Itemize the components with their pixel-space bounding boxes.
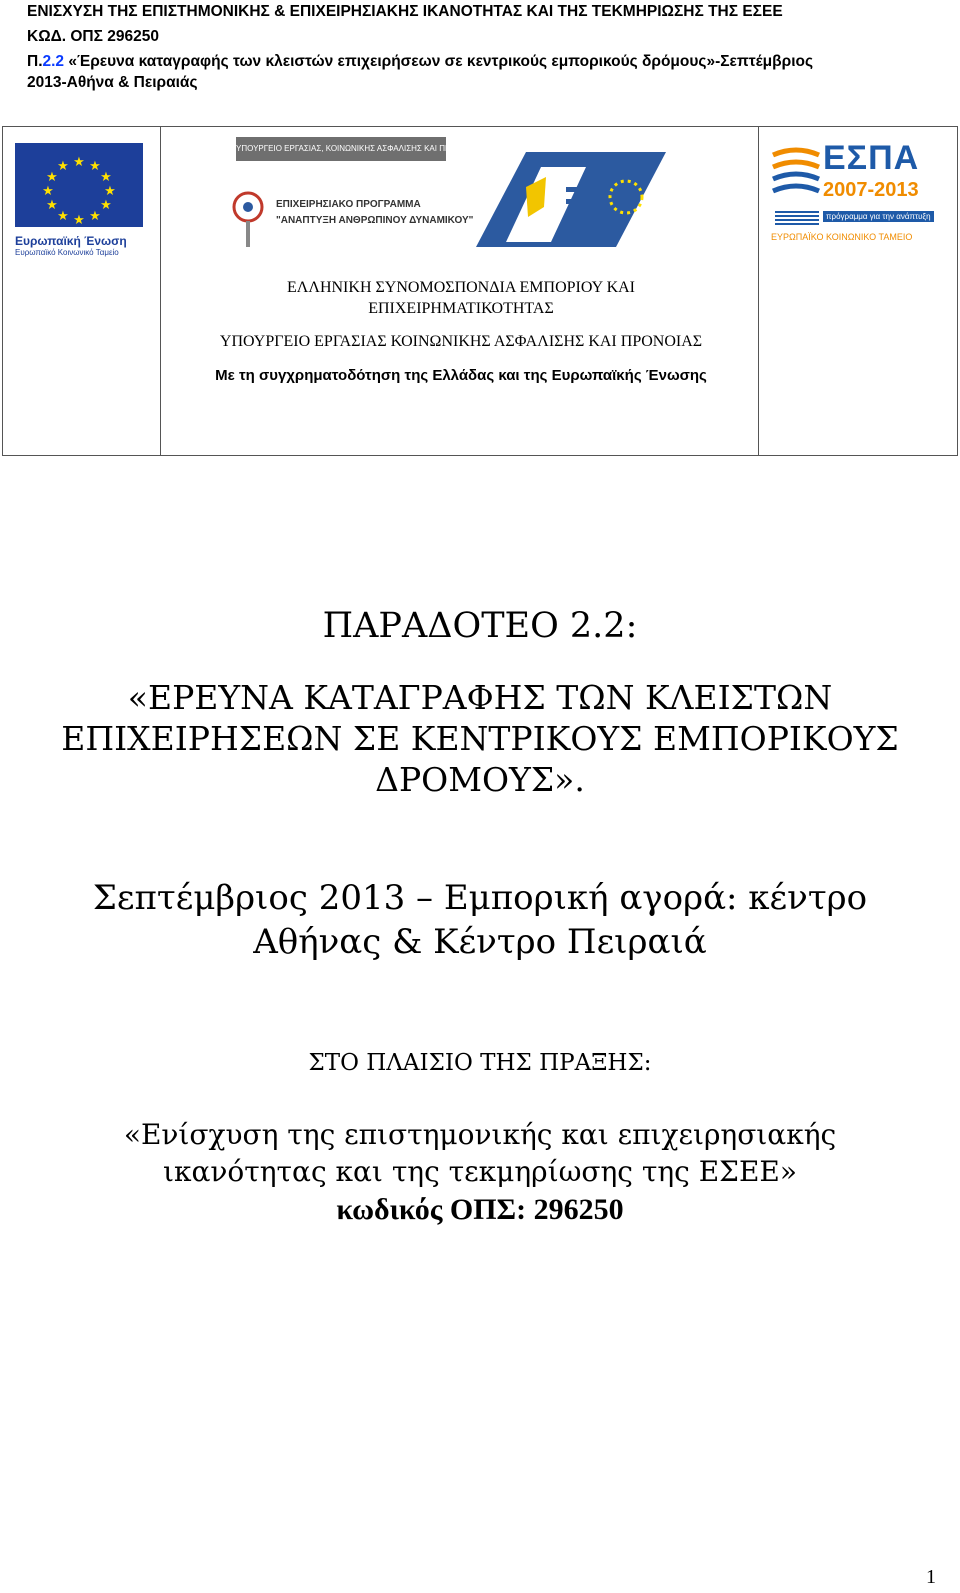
header-line-2: ΚΩΔ. ΟΠΣ 296250 [27,28,159,45]
action-line-2: ικανότητας και της τεκμηρίωσης της ΕΣΕΕ» [163,1155,797,1188]
header-line-3 [27,51,813,72]
espa-title: ΕΣΠΑ [823,139,920,177]
action-line-1: «Ενίσχυση της επιστημονικής και επιχειρησιακής [123,1118,837,1151]
espa-waves-icon [771,145,821,195]
greece-eu-emblem-icon [466,147,671,252]
table-divider-left [160,127,161,455]
ops-code: κωδικός ΟΠΣ: 296250 [336,1193,624,1226]
context-label: ΣΤΟ ΠΛΑΙΣΙΟ ΤΗΣ ΠΡΑΞΗΣ: [308,1050,652,1076]
header-line-1: ΕΝΙΣΧΥΣΗ ΤΗΣ ΕΠΙΣΤΗΜΟΝΙΚΗΣ & ΕΠΙΧΕΙΡΗΣΙΑΚΗΣ ΙΚΑΝΟΤΗΤΑΣ ΚΑΙ ΤΗΣ ΤΕΚΜΗΡΙΩΣΗΣ ΤΗΣ ΕΣΕΕ [27,3,783,20]
header-accent: 2.2 [42,53,65,70]
program-emblem-icon [228,177,268,249]
program-title-1: ΕΠΙΧΕΙΡΗΣΙΑΚΟ ΠΡΟΓΡΑΜΜΑ [276,199,421,210]
deliverable-heading: ΠΑΡΑΔΟΤΕΟ 2.2: [322,606,638,646]
svg-text:★: ★ [57,159,69,174]
ministry-banner: ΥΠΟΥΡΓΕΙΟ ΕΡΓΑΣΙΑΣ, ΚΟΙΝΩΝΙΚΗΣ ΑΣΦΑΛΙΣΗΣ ΚΑΙ ΠΡΟΝΟΙΑΣ [236,137,446,161]
svg-text:★: ★ [104,184,116,199]
svg-text:★: ★ [46,170,58,185]
program-title-2: "ΑΝΑΠΤΥΞΗ ΑΝΘΡΩΠΙΝΟΥ ΔΥΝΑΜΙΚΟΥ" [276,215,474,226]
svg-text:★: ★ [100,198,112,213]
eu-label: Ευρωπαϊκή Ένωση [15,234,127,248]
org-line-2: ΕΠΙΧΕΙΡΗΜΑΤΙΚΟΤΗΤΑΣ [368,300,554,317]
header-prefix: Π. [27,53,43,70]
page-number: 1 [926,1566,936,1588]
date-line-1: Σεπτέμβριος 2013 – Εμπορική αγορά: κέντρο [92,878,868,918]
cofunding-line: Με τη συγχρηματοδότηση της Ελλάδας και της Ευρωπαϊκής Ένωσης [215,367,707,384]
espa-fund: ΕΥΡΩΠΑΪΚΟ ΚΟΙΝΩΝΙΚΟ ΤΑΜΕΙΟ [771,232,913,242]
espa-tagline: πρόγραμμα για την ανάπτυξη [823,211,934,222]
svg-text:★: ★ [89,159,101,174]
eu-flag-icon [15,143,143,227]
svg-text:★: ★ [73,213,85,228]
svg-text:★: ★ [57,209,69,224]
svg-text:★: ★ [89,209,101,224]
svg-text:★: ★ [73,155,85,170]
espa-years: 2007-2013 [823,179,919,201]
flags-icon [775,211,819,225]
logo-table [2,126,958,456]
svg-text:★: ★ [100,170,112,185]
ministry-logo [228,137,673,252]
eu-sublabel: Ευρωπαϊκό Κοινωνικό Ταμείο [15,248,119,257]
ministry-line: ΥΠΟΥΡΓΕΙΟ ΕΡΓΑΣΙΑΣ ΚΟΙΝΩΝΙΚΗΣ ΑΣΦΑΛΙΣΗΣ ΚΑΙ ΠΡΟΝΟΙΑΣ [219,333,703,350]
svg-text:★: ★ [46,198,58,213]
org-line-1: ΕΛΛΗΝΙΚΗ ΣΥΝΟΜΟΣΠΟΝΔΙΑ ΕΜΠΟΡΙΟΥ ΚΑΙ [286,279,636,296]
espa-logo [771,139,941,249]
eu-logo [15,143,145,257]
date-line-2: Αθήνας & Κέντρο Πειραιά [253,922,707,962]
header-title: «Έρευνα καταγραφής των κλειστών επιχειρήσεων σε κεντρικούς εμπορικούς δρόμους»-Σεπτέμβριος [64,53,814,70]
header-line-4: 2013-Αθήνα & Πειραιάς [27,74,198,91]
svg-text:★: ★ [42,184,54,199]
report-title-1: «ΕΡΕΥΝΑ ΚΑΤΑΓΡΑΦΗΣ ΤΩΝ ΚΛΕΙΣΤΩΝ [127,678,833,717]
report-title-2: ΕΠΙΧΕΙΡΗΣΕΩΝ ΣΕ ΚΕΝΤΡΙΚΟΥΣ ΕΜΠΟΡΙΚΟΥΣ [61,719,899,758]
report-title-3: ΔΡΟΜΟΥΣ». [375,760,585,799]
